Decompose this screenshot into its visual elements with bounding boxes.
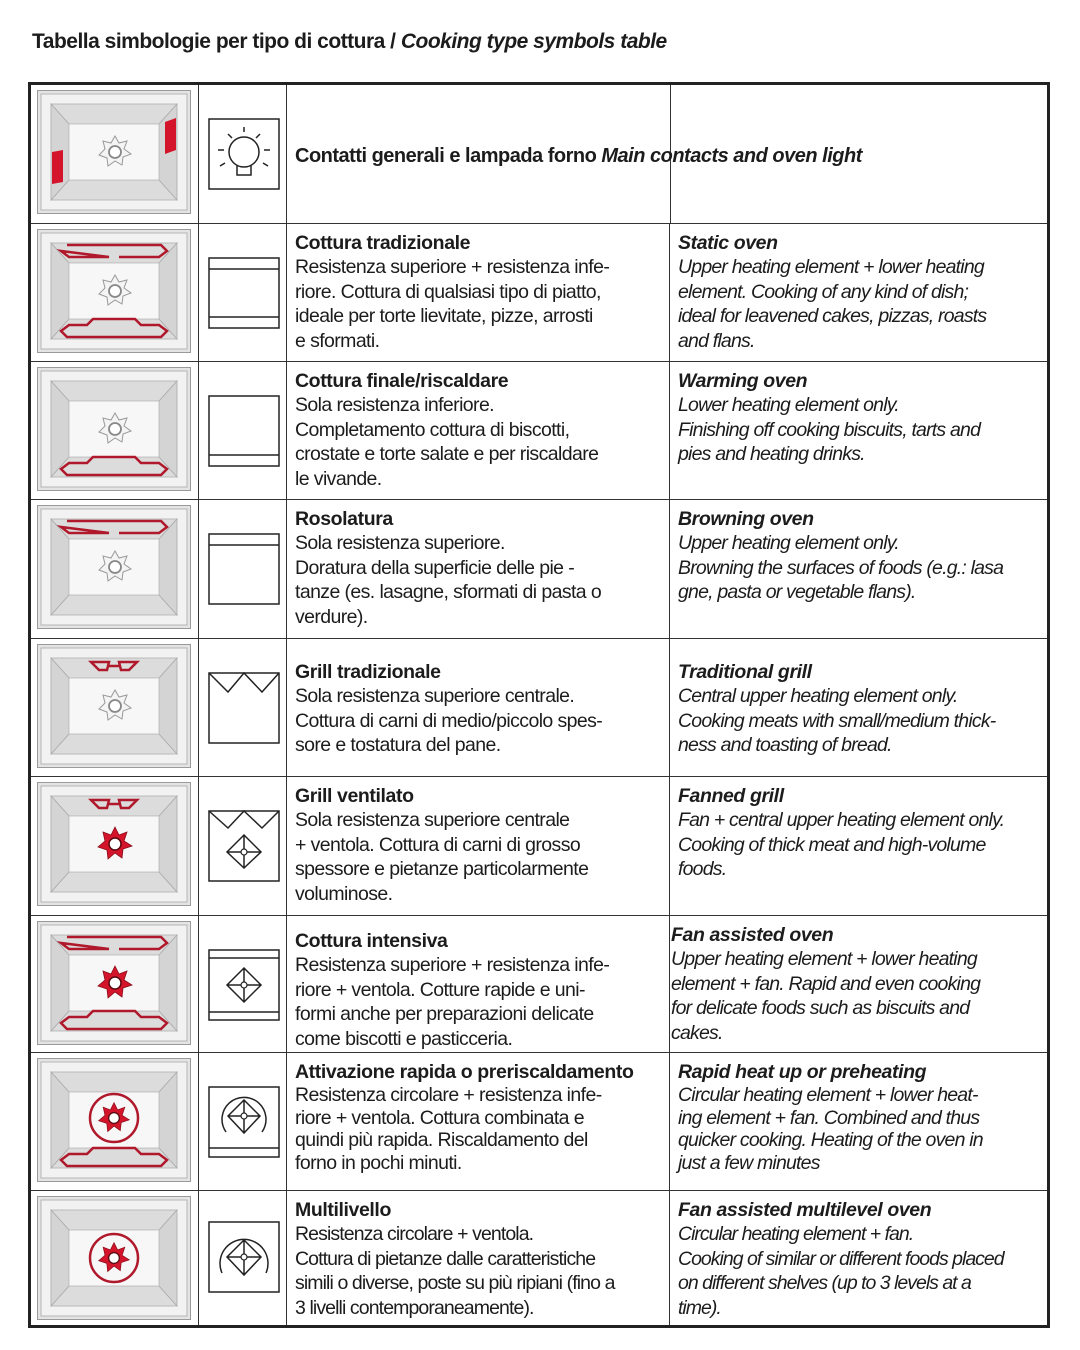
- english-title: Fanned grill: [678, 785, 784, 807]
- symbol-cell: [199, 85, 287, 223]
- fanned-grill-symbol-icon: [208, 810, 280, 882]
- english-description: Circular heating element + fan. Cooking of similar or different foods placed on different shelves (up to 3 levels at a time).: [678, 1223, 1004, 1319]
- english-title: Browning oven: [678, 508, 814, 530]
- english-title: Static oven: [678, 232, 778, 254]
- italian-title: Grill ventilato: [295, 785, 414, 807]
- italian-title: Contatti generali e lampada forno: [295, 145, 602, 167]
- english-description: Central upper heating element only. Cooking meats with small/medium thick- ness and toasting of bread.: [678, 685, 996, 756]
- row-title: [295, 145, 862, 168]
- table-row-fanned-grill: [31, 777, 1047, 916]
- table-row-oven-light: [31, 85, 1047, 224]
- rapid-heat-symbol-icon: [208, 1086, 280, 1158]
- oven-upper-lower-fan-icon: [37, 921, 191, 1045]
- table-row-fan-assisted-oven: [31, 916, 1047, 1053]
- table-row-static-oven: [31, 224, 1047, 362]
- table-row-warming-oven: [31, 362, 1047, 500]
- oven-grill-icon: [37, 644, 191, 768]
- cooking-symbols-table: [28, 82, 1050, 1328]
- title-italian: Tabella simbologie per tipo di cottura /: [32, 30, 401, 53]
- table-row-traditional-grill: [31, 639, 1047, 777]
- oven-circular-fan-icon: [37, 1196, 191, 1320]
- italian-description: Resistenza superiore + resistenza infe- riore. Cottura di qualsiasi tipo di piatto, ideale per torte lievitate, pizze, arrosti e sformati.: [295, 256, 610, 352]
- oven-lower-element-icon: [37, 367, 191, 491]
- fan-assisted-symbol-icon: [208, 949, 280, 1021]
- italian-title: Grill tradizionale: [295, 661, 441, 683]
- english-description: Fan + central upper heating element only. Cooking of thick meat and high-volume foods.: [678, 809, 1005, 880]
- english-title: Main contacts and oven light: [601, 145, 862, 167]
- title-english: Cooking type symbols table: [400, 30, 667, 53]
- english-description: Lower heating element only. Finishing off cooking biscuits, tarts and pies and heating drinks.: [678, 394, 981, 465]
- english-title: Fan assisted oven: [671, 924, 834, 946]
- italian-description: Resistenza circolare + ventola. Cottura di pietanze dalle caratteristiche simili o diverse, poste su più ripiani (fino a 3 livelli contemporaneamente).: [295, 1223, 615, 1319]
- oven-upper-element-icon: [37, 505, 191, 629]
- english-title: Warming oven: [678, 370, 808, 392]
- oven-cell: [31, 85, 199, 223]
- english-description: Upper heating element + lower heating element. Cooking of any kind of dish; ideal for leavened cakes, pizzas, roasts and flans.: [678, 256, 987, 352]
- english-title: Traditional grill: [678, 661, 812, 683]
- english-description: Upper heating element only. Browning the surfaces of foods (e.g.: lasa gne, pasta or vegetable flans).: [678, 532, 1004, 603]
- multilevel-symbol-icon: [208, 1221, 280, 1293]
- light-bulb-icon: [208, 118, 280, 190]
- italian-title: Cottura finale/riscaldare: [295, 370, 509, 392]
- italian-title: Attivazione rapida o preriscaldamento: [295, 1061, 634, 1083]
- oven-upper-lower-element-icon: [37, 229, 191, 353]
- italian-title: Cottura intensiva: [295, 930, 448, 952]
- italian-title: Rosolatura: [295, 508, 393, 530]
- english-description: Circular heating element + lower heat- ing element + fan. Combined and thus quicker cooking. Heating of the oven in just a few minutes: [678, 1084, 983, 1174]
- oven-grill-fan-icon: [37, 782, 191, 906]
- page-title: [32, 30, 667, 54]
- english-description: Upper heating element + lower heating element + fan. Rapid and even cooking for delicate foods such as biscuits and cakes.: [671, 948, 981, 1044]
- lower-element-symbol-icon: [208, 395, 280, 467]
- oven-circular-lower-fan-icon: [37, 1058, 191, 1182]
- table-row-rapid-heat: [31, 1053, 1047, 1191]
- english-title: Fan assisted multilevel oven: [678, 1199, 932, 1221]
- italian-title: Multilivello: [295, 1199, 391, 1221]
- italian-description: Sola resistenza inferiore. Completamento cottura di biscotti, crostate e torte salate e per riscaldare le vivande.: [295, 394, 599, 490]
- italian-description: Sola resistenza superiore. Doratura della superficie delle pie - tanze (es. lasagne, sformati di pasta o verdure).: [295, 532, 602, 628]
- oven-side-elements-icon: [37, 90, 191, 214]
- italian-description: Sola resistenza superiore centrale + ventola. Cottura di carni di grosso spessore e pietanze particolarmente voluminose.: [295, 809, 589, 905]
- table-row-browning-oven: [31, 500, 1047, 639]
- english-title: Rapid heat up or preheating: [678, 1061, 927, 1083]
- upper-element-symbol-icon: [208, 533, 280, 605]
- italian-description: Resistenza superiore + resistenza infe- riore + ventola. Cotture rapide e uni- formi anche per preparazioni delicate come biscotti e pasticceria.: [295, 954, 610, 1050]
- italian-title: Cottura tradizionale: [295, 232, 471, 254]
- table-row-multilevel: [31, 1191, 1047, 1325]
- static-oven-symbol-icon: [208, 257, 280, 329]
- italian-description: Resistenza circolare + resistenza infe- riore + ventola. Cottura combinata e quindi più rapida. Riscaldamento del forno in pochi minuti.: [295, 1084, 602, 1174]
- italian-description: Sola resistenza superiore centrale. Cottura di carni di medio/piccolo spes- sore e tostatura del pane.: [295, 685, 603, 756]
- grill-symbol-icon: [208, 672, 280, 744]
